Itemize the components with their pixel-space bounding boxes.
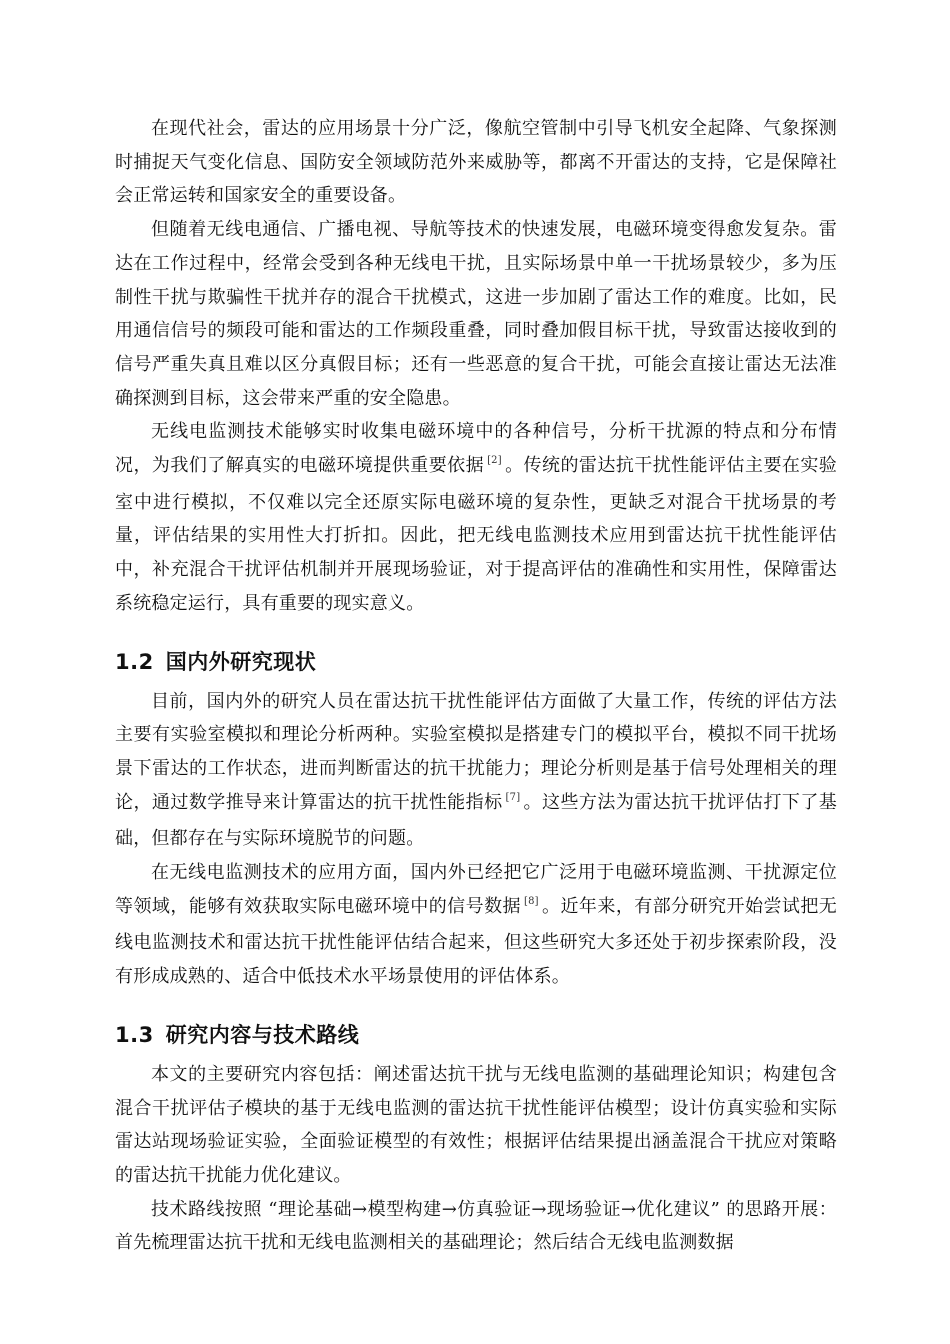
paragraph-text: 目前，国内外的研究人员在雷达抗干扰性能评估方面做了大量工作，传统的评估方法主要有实验室模拟和理论分析两种。实验室模拟是搭建专门的模拟平台，模拟不同干扰场景下雷达的工作状态，进而判断雷达的抗干扰能力；理论分析则是基于信号处理相关的理论，通过数学推导来计算雷达的抗干扰性能指标 bbox=[115, 690, 837, 813]
paragraph-text: 无线电监测技术能够实时收集电磁环境中的各种信号，分析干扰源的特点和分布情况，为我们了解真实的电磁环境提供重要依据 bbox=[115, 421, 837, 477]
paragraph-text: 。近年来，有部分研究开始尝试把无线电监测技术和雷达抗干扰性能评估结合起来，但这些研究大多还处于初步探索阶段，没有形成成熟的、适合中低技术水平场景使用的评估体系。 bbox=[115, 895, 838, 988]
paragraph-traditional-methods bbox=[115, 685, 837, 857]
section-heading-1-3 bbox=[115, 1020, 837, 1050]
section-title: 国内外研究现状 bbox=[165, 649, 317, 674]
section-number: 1.3 bbox=[115, 1022, 154, 1047]
citation-ref: [7] bbox=[505, 791, 521, 803]
paragraph-radio-monitoring-application bbox=[115, 856, 837, 994]
citation-ref: [8] bbox=[523, 895, 539, 907]
paragraph-text: 。这些方法为雷达抗干扰评估打下了基础，但都存在与实际环境脱节的问题。 bbox=[115, 791, 838, 850]
paragraph-radio-monitoring-significance bbox=[115, 415, 837, 620]
citation-ref: [2] bbox=[487, 455, 502, 467]
paragraph-text: 在无线电监测技术的应用方面，国内外已经把它广泛用于电磁环境监测、干扰源定位等领域，能够有效获取实际电磁环境中的信号数据 bbox=[115, 862, 837, 917]
paragraph-electromagnetic-environment: 但随着无线电通信、广播电视、导航等技术的快速发展，电磁环境变得愈发复杂。雷达在工作过程中，经常会受到各种无线电干扰，且实际场景中单一干扰场景较少，多为压制性干扰与欺骗性干扰并存的混合干扰模式，这进一步加剧了雷达工作的难度。比如，民用通信信号的频段可能和雷达的工作频段重叠，同时叠加假目标干扰，导致雷达接收到的信号严重失真且难以区分真假目标；还有一些恶意的复合干扰，可能会直接让雷达无法准确探测到目标，这会带来严重的安全隐患。 bbox=[115, 219, 837, 409]
section-number: 1.2 bbox=[115, 649, 154, 674]
section-heading-1-2 bbox=[115, 647, 837, 677]
page-content bbox=[115, 112, 837, 1260]
paragraph-research-content: 本文的主要研究内容包括：阐述雷达抗干扰与无线电监测的基础理论知识；构建包含混合干扰评估子模块的基于无线电监测的雷达抗干扰性能评估模型；设计仿真实验和实际雷达站现场验证实验，全面验证模型的有效性；根据评估结果提出涵盖混合干扰应对策略的雷达抗干扰能力优化建议。 bbox=[115, 1063, 837, 1186]
paragraph-text: 。传统的雷达抗干扰性能评估主要在实验室中进行模拟，不仅难以完全还原实际电磁环境的复杂性，更缺乏对混合干扰场景的考量，评估结果的实用性大打折扣。因此，把无线电监测技术应用到雷达抗干扰性能评估中，补充混合干扰评估机制并开展现场验证，对于提高评估的准确性和实用性，保障雷达系统稳定运行，具有重要的现实意义。 bbox=[115, 455, 838, 614]
paragraph-technical-route: 技术路线按照 “理论基础→模型构建→仿真验证→现场验证→优化建议” 的思路开展：首先梳理雷达抗干扰和无线电监测相关的基础理论；然后结合无线电监测数据 bbox=[115, 1198, 837, 1254]
paragraph-radar-applications: 在现代社会，雷达的应用场景十分广泛，像航空管制中引导飞机安全起降、气象探测时捕捉天气变化信息、国防安全领域防范外来威胁等，都离不开雷达的支持，它是保障社会正常运转和国家安全的重要设备。 bbox=[115, 118, 837, 207]
section-title: 研究内容与技术路线 bbox=[165, 1022, 360, 1047]
